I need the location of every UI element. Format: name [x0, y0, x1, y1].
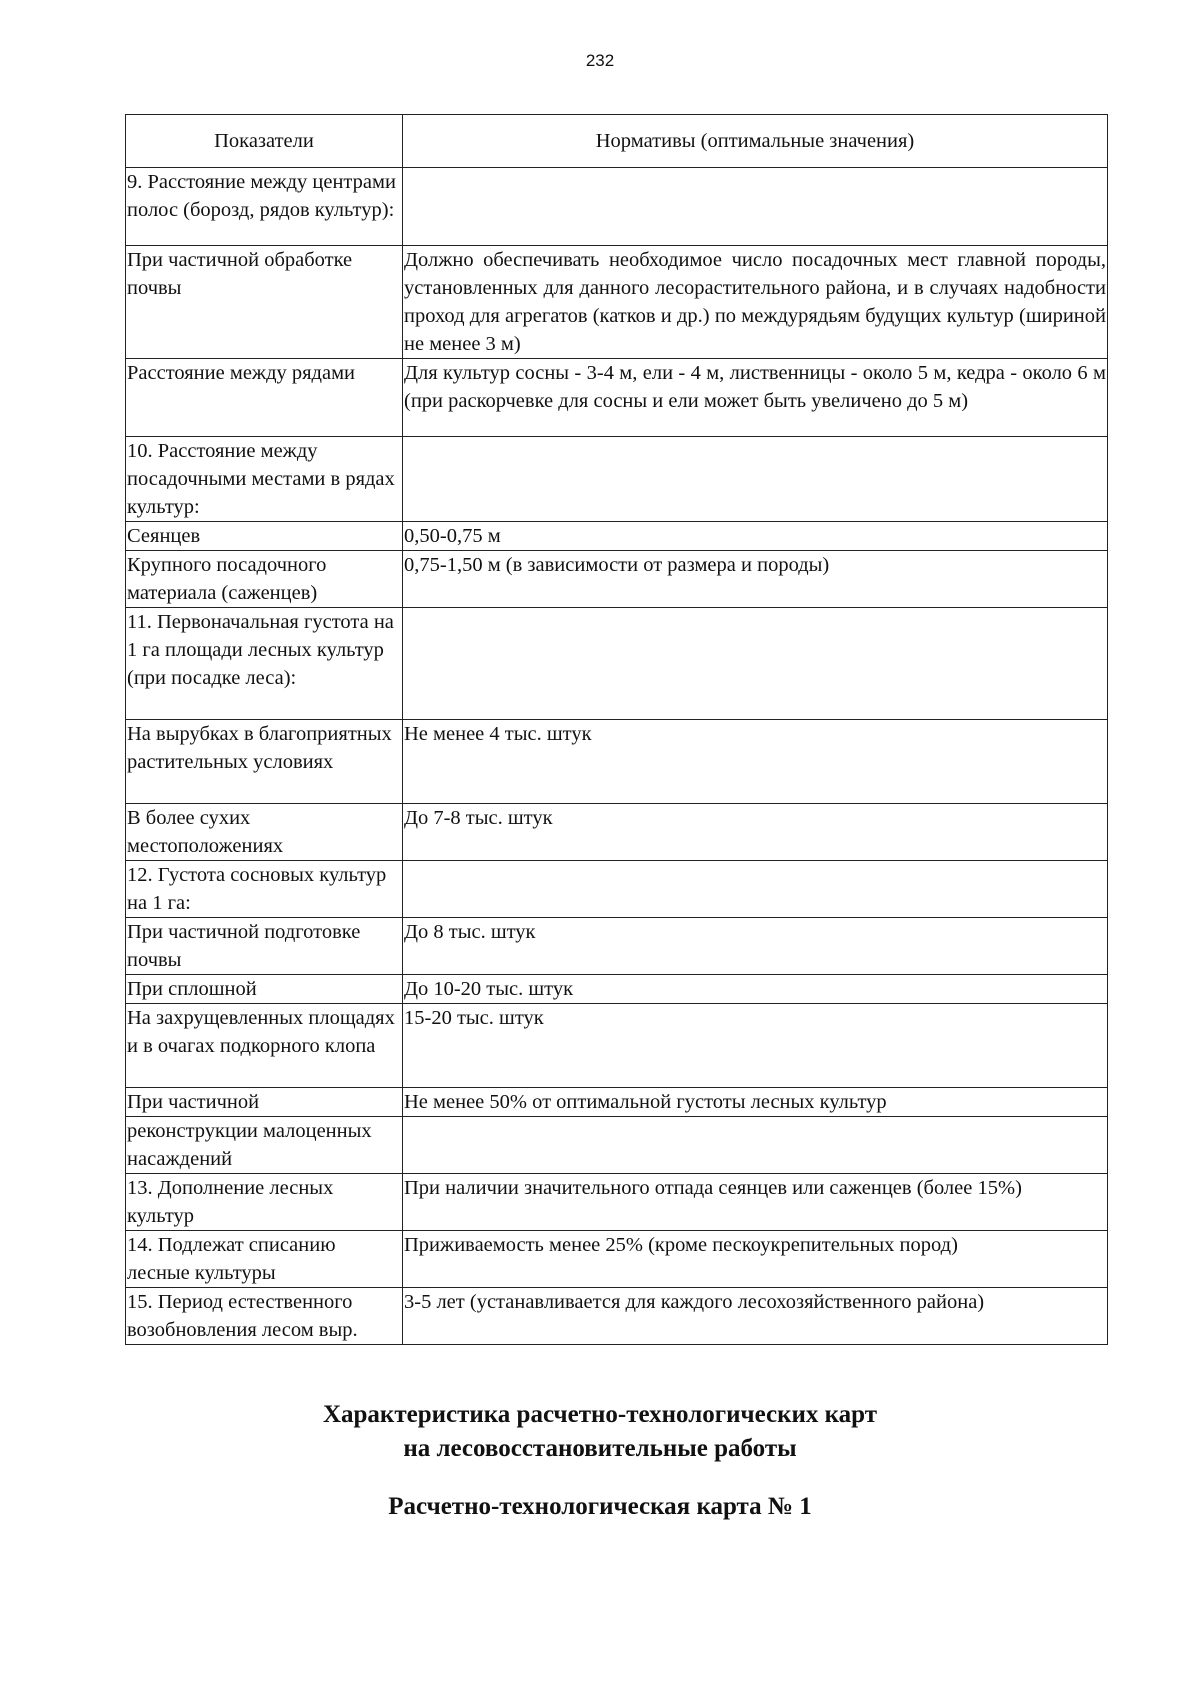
indicator-cell: 13. Дополнение лесных культур [126, 1174, 403, 1231]
indicator-cell: При частичной [126, 1088, 403, 1117]
norm-cell: 3-5 лет (устанавливается для каждого лесохозяйственного района) [403, 1288, 1108, 1345]
norm-cell: Не менее 4 тыс. штук [403, 720, 1108, 804]
norm-cell: Для культур сосны - 3-4 м, ели - 4 м, лиственницы - около 5 м, кедра - около 6 м (при раскорчевке для сосны и ели может быть увеличено до 5 м) [403, 359, 1108, 437]
section-title-line-1: Характеристика расчетно-технологических карт [322, 1401, 878, 1428]
indicator-cell: 9. Расстояние между центрами полос (борозд, рядов культур): [126, 168, 403, 246]
indicator-cell: При частичной подготовке почвы [126, 918, 403, 975]
indicator-cell: 11. Первоначальная густота на 1 га площади лесных культур (при посадке леса): [126, 608, 403, 720]
norm-cell: Приживаемость менее 25% (кроме пескоукрепительных пород) [403, 1231, 1108, 1288]
table-row [126, 804, 1108, 861]
section-headings [0, 1398, 1200, 1524]
table-row [126, 1004, 1108, 1088]
norm-cell: До 10-20 тыс. штук [403, 975, 1108, 1004]
norm-cell: До 8 тыс. штук [403, 918, 1108, 975]
column-header-indicators: Показатели [126, 115, 403, 168]
indicator-cell: Крупного посадочного материала (саженцев) [126, 551, 403, 608]
section-title-line-2: на лесовосстановительные работы [403, 1435, 797, 1462]
section-subtitle: Расчетно-технологическая карта № 1 [388, 1493, 812, 1520]
norm-cell: Должно обеспечивать необходимое число посадочных мест главной породы, установленных для данного лесорастительного района, и в случаях надобности проход для агрегатов (катков и др.) по междурядьям будущих культур (шириной не менее 3 м) [403, 246, 1108, 359]
norm-cell [403, 1117, 1108, 1174]
table-row [126, 1088, 1108, 1117]
norm-cell: 0,75-1,50 м (в зависимости от размера и породы) [403, 551, 1108, 608]
table-header-row [126, 115, 1108, 168]
column-header-norms: Нормативы (оптимальные значения) [403, 115, 1108, 168]
indicator-cell: 10. Расстояние между посадочными местами в рядах культур: [126, 437, 403, 522]
page-number: 232 [585, 51, 615, 70]
table-row [126, 1231, 1108, 1288]
table-row [126, 608, 1108, 720]
indicator-cell: Расстояние между рядами [126, 359, 403, 437]
indicator-cell: На вырубках в благоприятных растительных условиях [126, 720, 403, 804]
norm-cell: До 7-8 тыс. штук [403, 804, 1108, 861]
indicator-cell: В более сухих местоположениях [126, 804, 403, 861]
table-row [126, 918, 1108, 975]
indicator-cell: Сеянцев [126, 522, 403, 551]
table-row [126, 1174, 1108, 1231]
table-row [126, 437, 1108, 522]
indicator-cell: реконструкции малоценных насаждений [126, 1117, 403, 1174]
indicator-cell: 14. Подлежат списанию лесные культуры [126, 1231, 403, 1288]
indicator-cell: При частичной обработке почвы [126, 246, 403, 359]
norm-cell: 0,50-0,75 м [403, 522, 1108, 551]
table-row [126, 1288, 1108, 1345]
norm-cell [403, 861, 1108, 918]
norm-cell: Не менее 50% от оптимальной густоты лесных культур [403, 1088, 1108, 1117]
norm-cell [403, 168, 1108, 246]
table-row [126, 861, 1108, 918]
norm-cell [403, 608, 1108, 720]
indicator-cell: 12. Густота сосновых культур на 1 га: [126, 861, 403, 918]
norm-cell: При наличии значительного отпада сеянцев или саженцев (более 15%) [403, 1174, 1108, 1231]
table-row [126, 975, 1108, 1004]
table-row [126, 246, 1108, 359]
indicator-cell: При сплошной [126, 975, 403, 1004]
norms-table [125, 114, 1108, 1345]
norm-cell [403, 437, 1108, 522]
table-row [126, 168, 1108, 246]
norm-cell: 15-20 тыс. штук [403, 1004, 1108, 1088]
table-row [126, 720, 1108, 804]
table-row [126, 551, 1108, 608]
indicator-cell: 15. Период естественного возобновления лесом выр. [126, 1288, 403, 1345]
table-row [126, 359, 1108, 437]
indicator-cell: На захрущевленных площадях и в очагах подкорного клопа [126, 1004, 403, 1088]
table-row [126, 1117, 1108, 1174]
table-row [126, 522, 1108, 551]
